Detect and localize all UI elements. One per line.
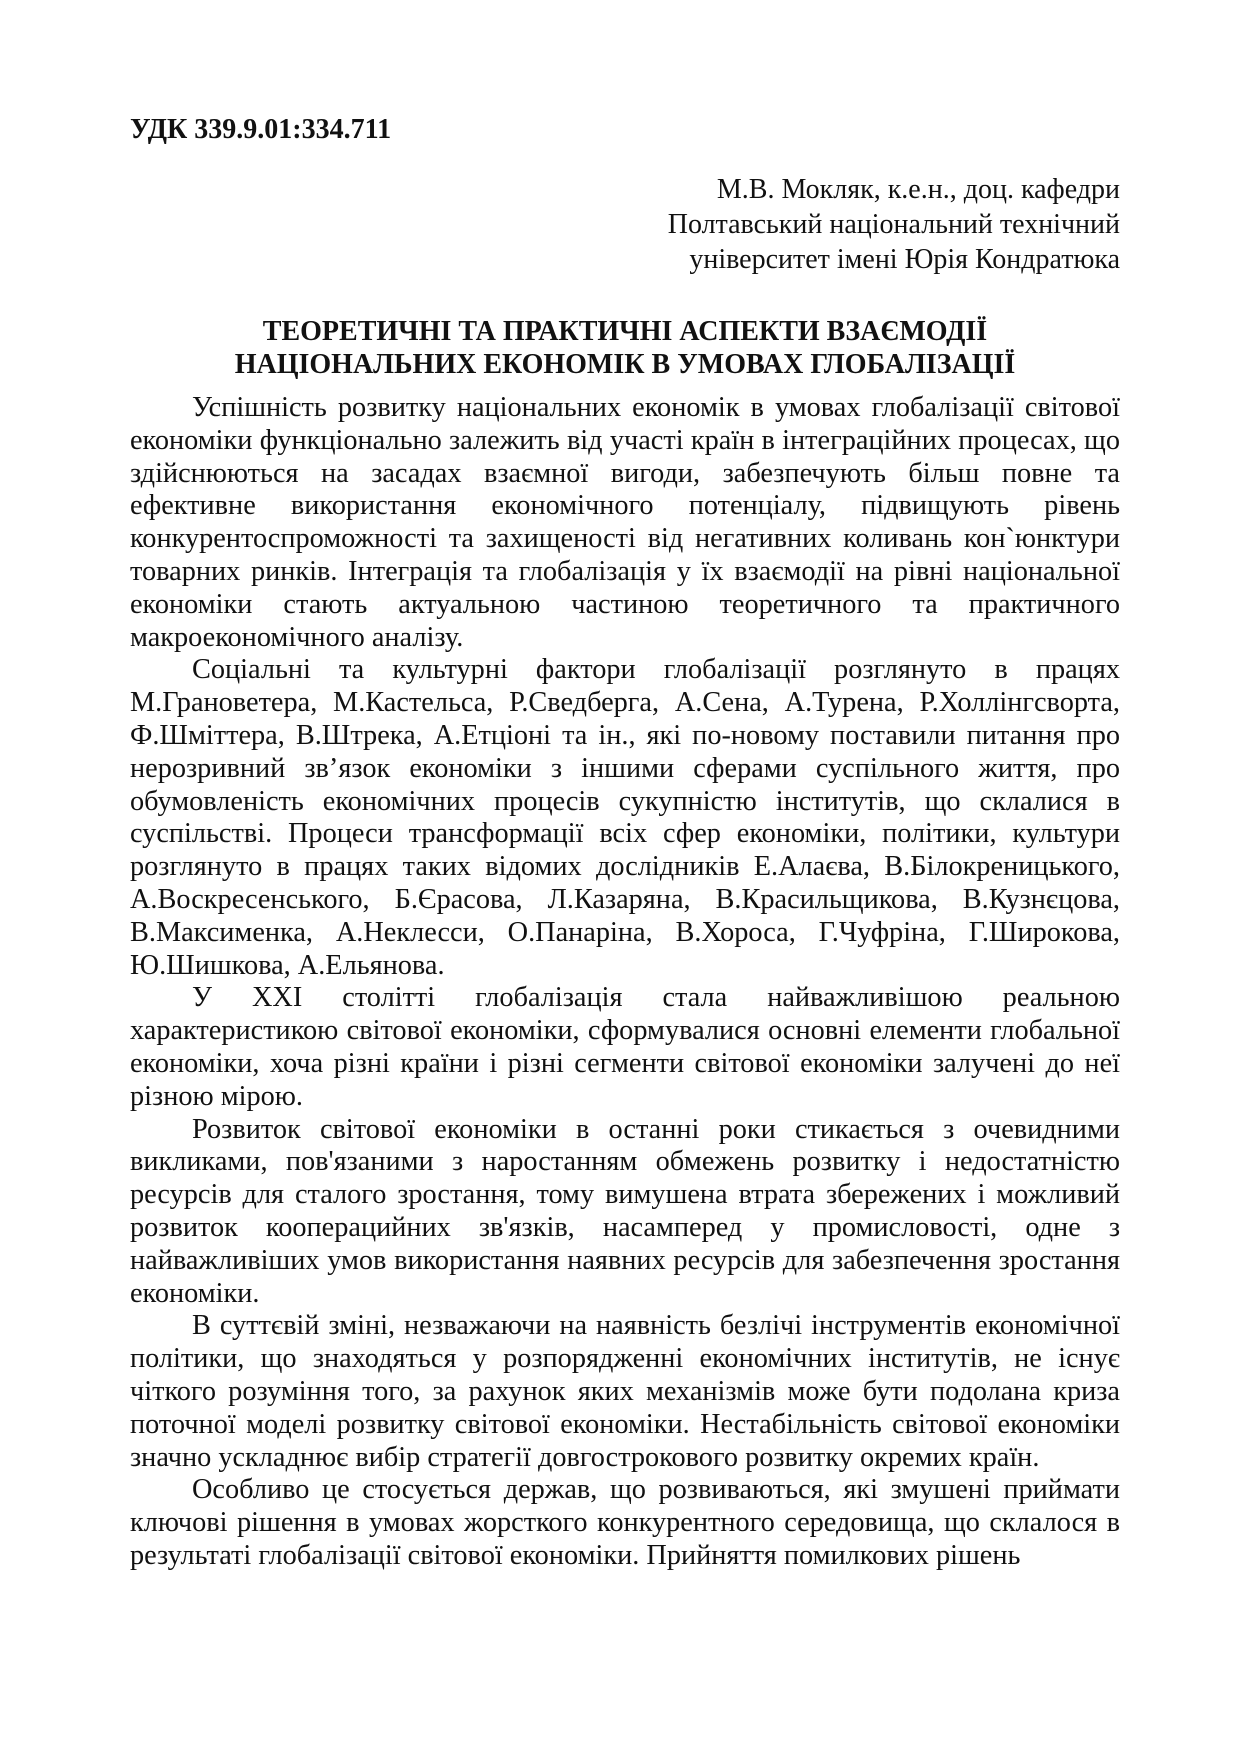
body-paragraph: Особливо це стосується держав, що розвиваються, які змушені приймати ключові рішення в умовах жорсткого конкурентного середовища, що склалося в результаті глобалізації світової економіки. Прийняття помилкових рішень: [130, 1474, 1120, 1571]
body-paragraph: Розвиток світової економіки в останні роки стикається з очевидними викликами, пов'язаними з наростанням обмежень розвитку і недостатністю ресурсів для сталого зростання, тому вимушена втрата збережених і можливий розвиток кооперацийних зв'язків, насамперед у промисловості, одне з найважливіших умов використання наявних ресурсів для забезпечення зростання економіки.: [130, 1113, 1120, 1309]
body-paragraph: У XXI столітті глобалізація стала найважливішою реальною характеристикою світової економіки, сформувалися основні елементи глобальної економіки, хоча різні країни і різні сегменти світової економіки залучені до неї різною мірою.: [130, 982, 1120, 1112]
paper-title-line: ТЕОРЕТИЧНІ ТА ПРАКТИЧНІ АСПЕКТИ ВЗАЄМОДІЇ: [262, 316, 988, 347]
paper-title-line: НАЦІОНАЛЬНИХ ЕКОНОМІК В УМОВАХ ГЛОБАЛІЗАЦІЇ: [234, 349, 1016, 380]
body-paragraph: Успішність розвитку національних економік в умовах глобалізації світової економіки функціонально залежить від участі країн в інтеграційних процесах, що здійснюються на засадах взаємної вигоди, забезпечують більш повне та ефективне використання економічного потенціалу, підвищують рівень конкурентоспроможності та захищеності від негативних коливань кон`юнктури товарних ринків. Інтеграція та глобалізація у їх взаємодії на рівні національної економіки стають актуальною частиною теоретичного та практичного макроекономічного аналізу.: [130, 392, 1120, 653]
author-affiliation-line: Полтавський національний технічний: [667, 209, 1120, 240]
body-paragraph: В суттєвій зміні, незважаючи на наявність безлічі інструментів економічної політики, що знаходяться у розпорядженні економічних інститутів, не існує чіткого розуміння того, за рахунок яких механізмів може бути подолана криза поточної моделі розвитку світової економіки. Нестабільність світової економіки значно ускладнює вибір стратегії довгострокового розвитку окремих країн.: [130, 1310, 1120, 1473]
udc-code: УДК 339.9.01:334.711: [130, 114, 392, 145]
body-paragraph: Соціальні та культурні фактори глобалізації розглянуто в працях М.Грановетера, М.Кастельса, Р.Сведберга, А.Сена, А.Турена, Р.Холлінгсворта, Ф.Шміттера, В.Штрека, А.Етціоні та ін., які по-новому поставили питання про нерозривний зв’язок економіки з іншими сферами суспільного життя, про обумовленість економічних процесів сукупністю інститутів, що склалися в суспільстві. Процеси трансформації всіх сфер економіки, політики, культури розглянуто в працях таких відомих дослідників Е.Алаєва, В.Білокреницького, А.Воскресенського, Б.Єрасова, Л.Казаряна, В.Красильщикова, В.Кузнєцова, В.Максименка, А.Неклесси, О.Панаріна, В.Хороса, Г.Чуфріна, Г.Широкова, Ю.Шишкова, А.Ельянова.: [130, 654, 1120, 981]
document-page: [130, 112, 1120, 1573]
author-name-line: М.В. Мокляк, к.е.н., доц. кафедри: [716, 174, 1120, 205]
body-text: [130, 392, 1120, 1573]
author-block: [130, 172, 1120, 277]
paper-title: [130, 315, 1120, 381]
author-affiliation-line: університет імені Юрія Кондратюка: [689, 244, 1120, 275]
